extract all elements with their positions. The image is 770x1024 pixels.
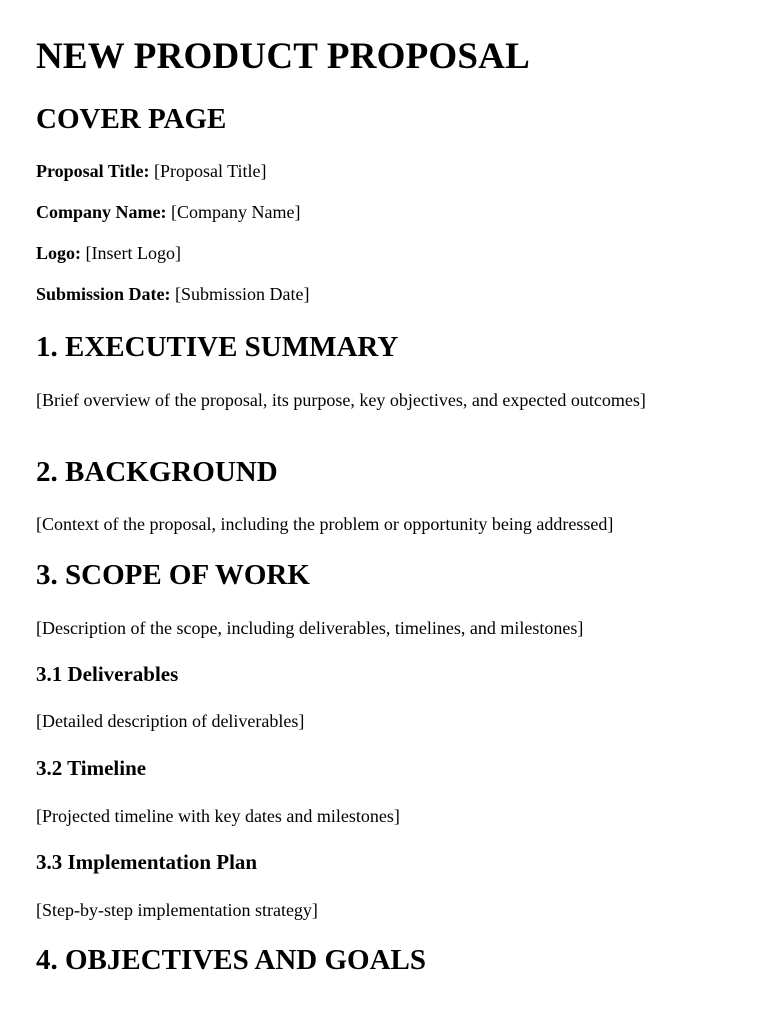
implementation-plan-text: [Step-by-step implementation strategy]	[36, 900, 318, 920]
implementation-plan-heading: 3.3 Implementation Plan	[36, 850, 258, 874]
field-label: Submission Date:	[36, 284, 171, 304]
field-value: [Submission Date]	[175, 284, 310, 304]
field-company-name	[36, 202, 300, 223]
field-label: Company Name:	[36, 202, 167, 222]
field-submission-date	[36, 284, 310, 305]
background-text: [Context of the proposal, including the problem or opportunity being addressed]	[36, 514, 614, 534]
field-value: [Company Name]	[171, 202, 301, 222]
timeline-heading: 3.2 Timeline	[36, 756, 147, 780]
scope-of-work-text: [Description of the scope, including deliverables, timelines, and milestones]	[36, 618, 584, 638]
field-proposal-title	[36, 161, 267, 182]
field-value: [Insert Logo]	[85, 243, 181, 263]
executive-summary-text: [Brief overview of the proposal, its purpose, key objectives, and expected outcomes]	[36, 390, 646, 410]
objectives-heading: 4. OBJECTIVES AND GOALS	[36, 944, 426, 976]
field-logo	[36, 243, 181, 264]
cover-page-heading: COVER PAGE	[36, 103, 227, 135]
scope-of-work-heading: 3. SCOPE OF WORK	[36, 559, 310, 591]
background-heading: 2. BACKGROUND	[36, 456, 278, 488]
document-title: NEW PRODUCT PROPOSAL	[36, 36, 530, 77]
deliverables-text: [Detailed description of deliverables]	[36, 711, 305, 731]
deliverables-heading: 3.1 Deliverables	[36, 662, 179, 686]
field-label: Proposal Title:	[36, 161, 150, 181]
field-label: Logo:	[36, 243, 81, 263]
field-value: [Proposal Title]	[154, 161, 267, 181]
executive-summary-heading: 1. EXECUTIVE SUMMARY	[36, 331, 399, 363]
timeline-text: [Projected timeline with key dates and milestones]	[36, 806, 400, 826]
